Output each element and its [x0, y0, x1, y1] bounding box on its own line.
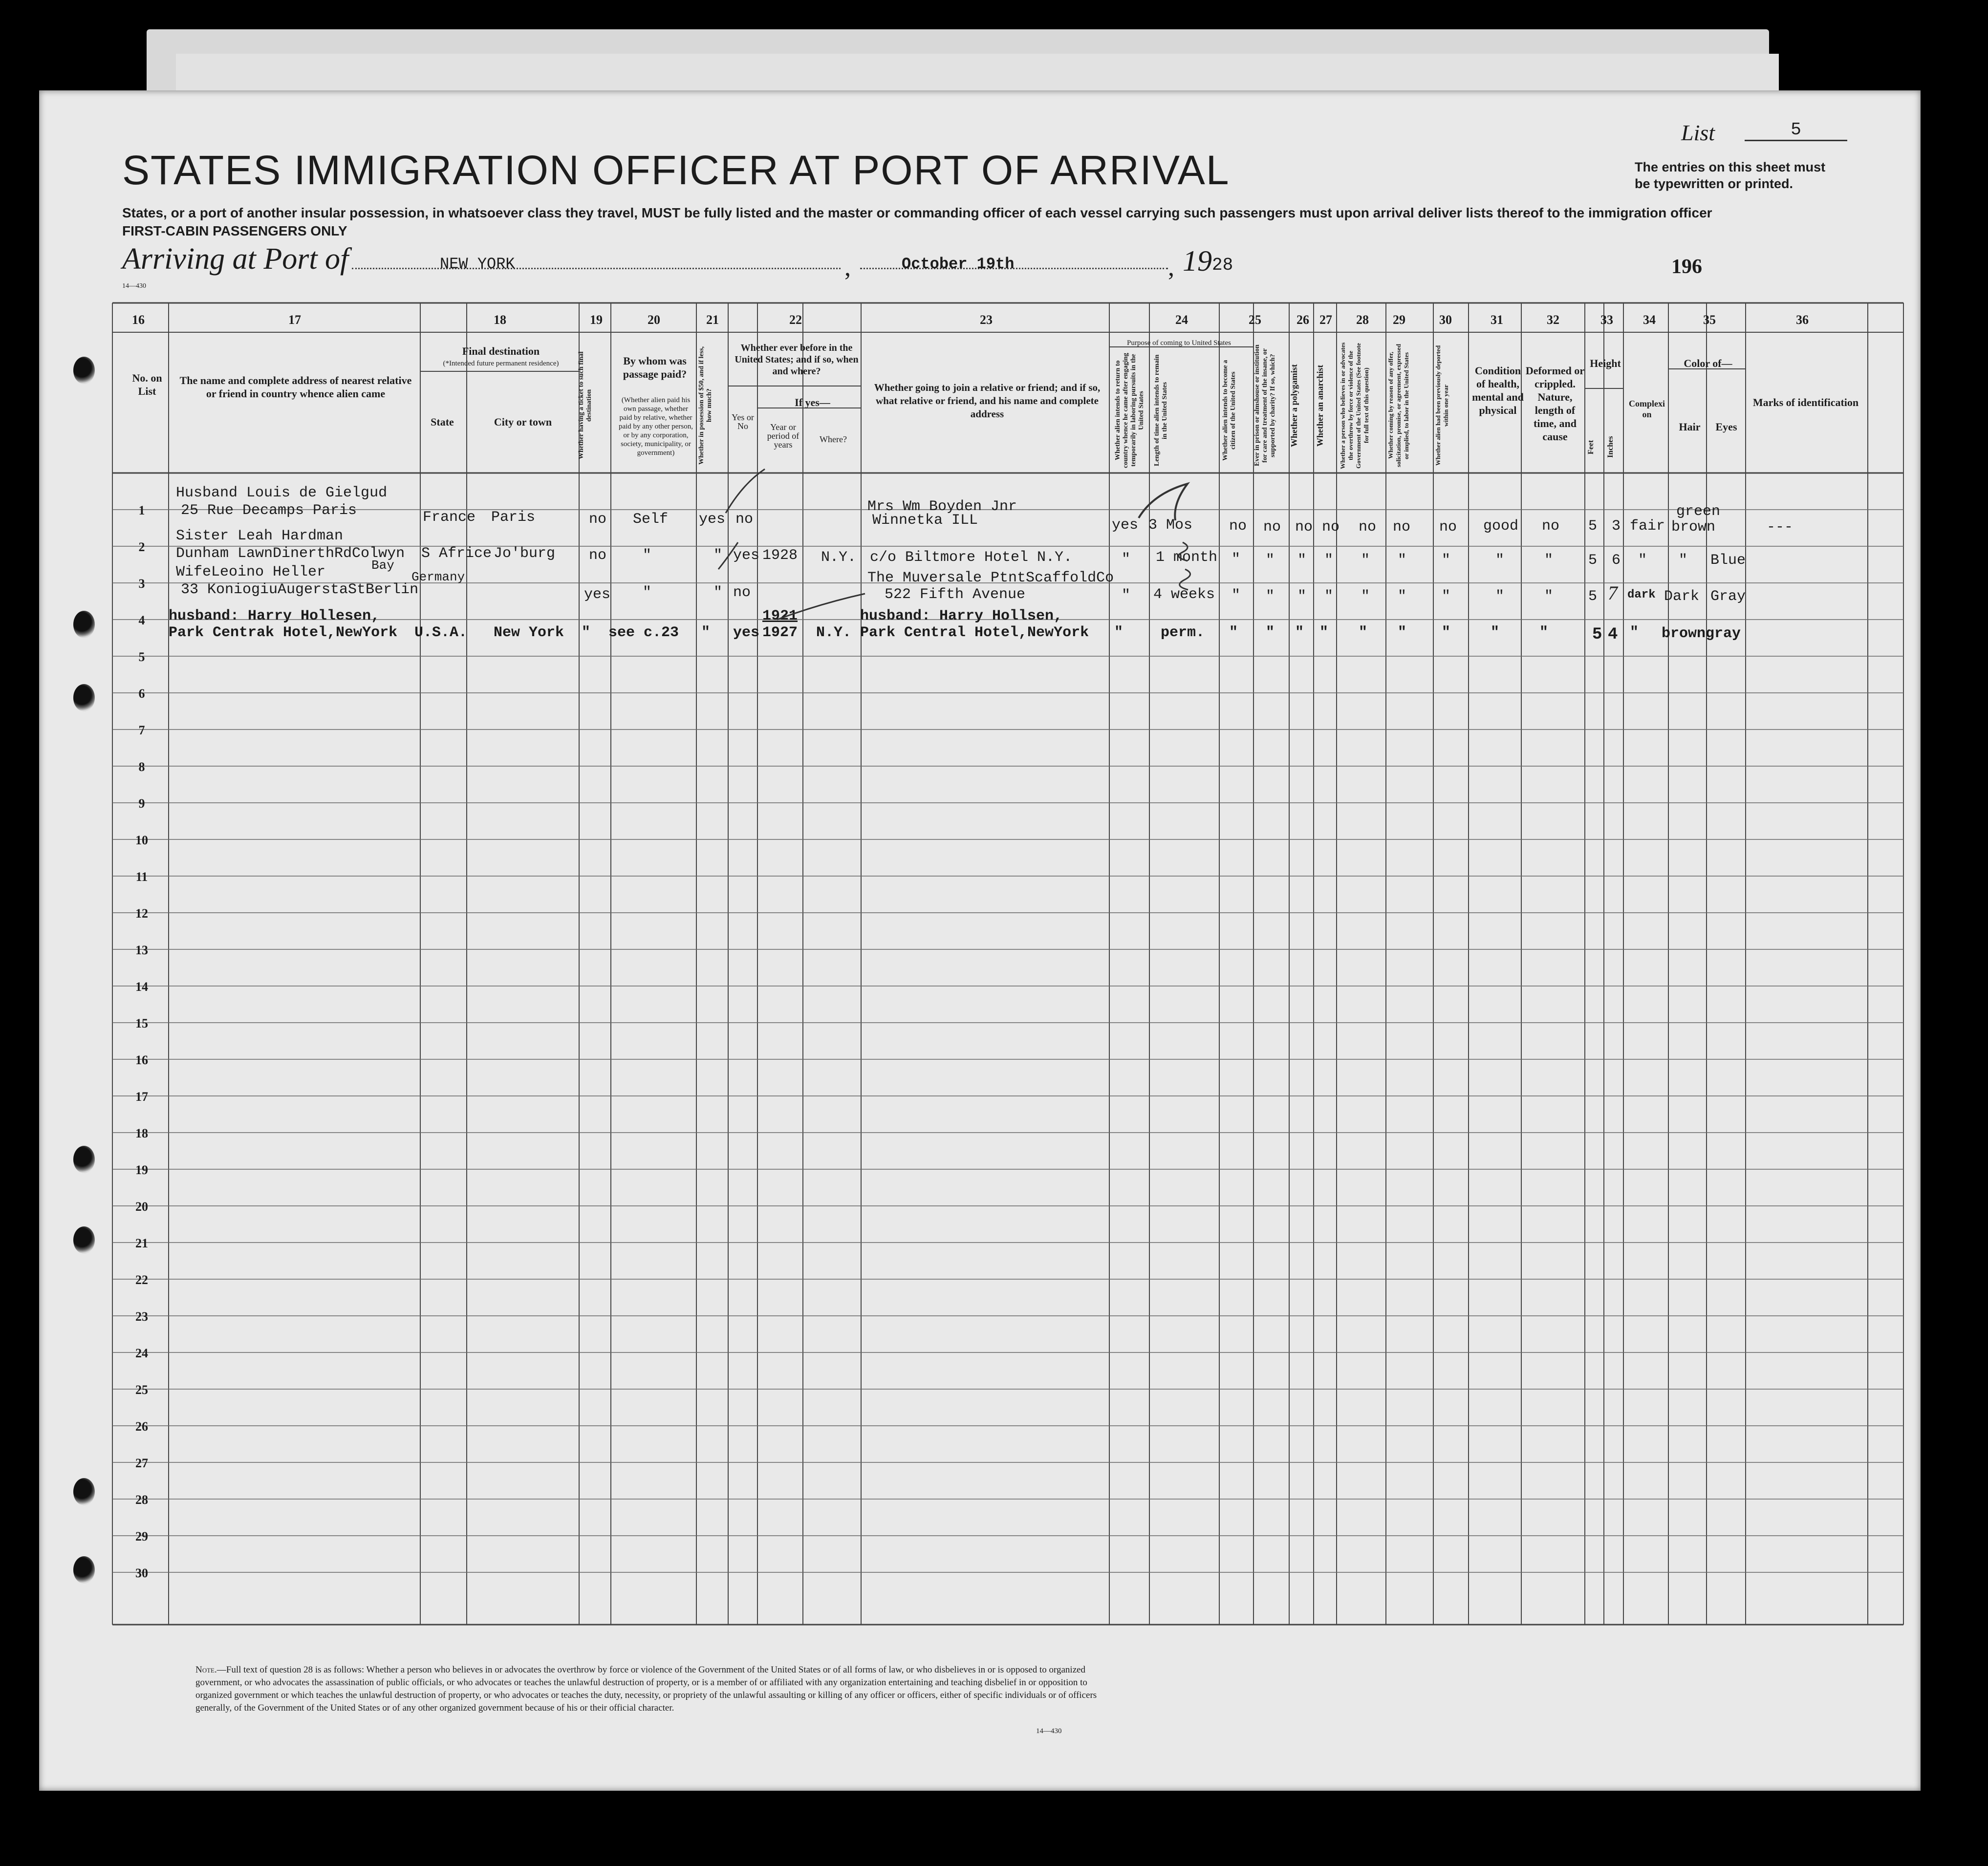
cell-eyes: gray: [1706, 625, 1741, 642]
cell-before: no: [735, 511, 754, 528]
row-number: 6: [138, 686, 145, 701]
cell-relative: WifeLeoino Heller: [176, 564, 326, 580]
header-coming-offer: Whether coming by reason of any offer, solicitation, promise, or agreement, expressed or implied, to labor in the United States: [1387, 343, 1410, 468]
header-hair: Hair: [1679, 421, 1701, 433]
row-number: 23: [135, 1309, 148, 1324]
cell-before: yes: [733, 547, 760, 564]
row-number: 5: [138, 650, 145, 664]
row-number: 24: [135, 1346, 148, 1360]
cell-purpose-b: 1 month: [1156, 549, 1218, 566]
cell-coming-offer: ": [1398, 624, 1407, 641]
cell-relative: Sister Leah Hardman: [176, 528, 344, 544]
cell-ticket: no: [589, 547, 607, 564]
cell-where: N.Y.: [821, 549, 857, 566]
year-prefix: 19: [1183, 245, 1212, 277]
column-number: 34: [1643, 313, 1656, 327]
cell-state: U.S.A.: [414, 624, 468, 641]
header-year-period: Year or period of years: [767, 422, 800, 450]
cell-money: ": [713, 584, 723, 601]
row-number: 27: [135, 1456, 148, 1470]
header-deformed: Deformed or crippled. Nature, length of time, and cause: [1525, 365, 1585, 443]
class-line: FIRST-CABIN PASSENGERS ONLY: [122, 223, 347, 238]
header-if-yes: If yes—: [795, 396, 830, 408]
cell-joining: The Muversale PtntScaffoldCo: [867, 570, 1114, 586]
cell-feet: 5: [1588, 552, 1598, 569]
header-deported: Whether alien had been previously deported within one year: [1434, 345, 1449, 466]
cell-deported: ": [1442, 552, 1451, 569]
header-color-of: Color of—: [1684, 357, 1732, 369]
comma: ,: [844, 254, 851, 281]
cell-year: 1927: [762, 624, 798, 641]
cell-ticket: yes: [584, 586, 611, 603]
cell-year: 1928: [762, 547, 798, 564]
cell-passage: see c.23: [608, 624, 679, 641]
header-possession-50: Whether in possession of $50, and if less, how much?: [698, 346, 713, 465]
column-number: 24: [1175, 313, 1188, 327]
cell-prison: no: [1263, 519, 1281, 536]
cell-state: S Africe: [421, 545, 492, 562]
cell-marks: ---: [1767, 519, 1794, 536]
cell-anarchist: no: [1322, 519, 1340, 536]
column-number: 29: [1393, 313, 1405, 327]
cell-health: good: [1483, 518, 1519, 535]
cell-inches: 4: [1608, 625, 1618, 644]
row-number: 18: [135, 1126, 148, 1140]
cell-state: Germany: [411, 570, 465, 584]
header-ticket: Whether having a ticket to such final destination: [578, 351, 593, 460]
cell-overthrow: ": [1359, 624, 1368, 641]
row-number: 14: [135, 980, 148, 994]
cell-deformed: ": [1544, 552, 1554, 569]
cell-polygamist: no: [1295, 519, 1313, 536]
column-number: 20: [648, 313, 660, 327]
cell-hair: Dark: [1664, 588, 1700, 605]
cell-purpose-b: perm.: [1161, 624, 1205, 641]
column-number: 28: [1356, 313, 1369, 327]
cell-polygamist: ": [1297, 552, 1307, 569]
footnote: [195, 1664, 1124, 1715]
cell-purpose-c: ": [1232, 551, 1241, 568]
header-relative: The name and complete address of nearest relative or friend in country whence alien came: [179, 374, 412, 400]
cell-money: ": [713, 547, 723, 564]
comma: ,: [1168, 254, 1174, 281]
cell-health: ": [1495, 588, 1505, 605]
cell-inches: 6: [1612, 552, 1621, 569]
header-height: Height: [1590, 357, 1621, 369]
header-purpose-b: Length of time alien intends to remain in the United States: [1153, 354, 1168, 467]
column-number: 31: [1491, 313, 1503, 327]
cell-coming-offer: ": [1398, 588, 1407, 605]
cell-money: yes: [699, 511, 726, 528]
cell-ticket: ": [582, 624, 591, 641]
column-number: 32: [1547, 313, 1559, 327]
column-number: 21: [706, 313, 719, 327]
cell-joining: Winnetka ILL: [872, 512, 978, 529]
cell-coming-offer: no: [1393, 519, 1411, 536]
cell-complexion: fair: [1630, 518, 1665, 535]
cell-city: Paris: [491, 509, 536, 526]
cell-health: ": [1491, 624, 1500, 641]
header-final-destination-sub: (*Intended future permanent residence): [443, 360, 559, 367]
row-number: 25: [135, 1383, 148, 1397]
cell-hair: ": [1679, 552, 1688, 569]
header-feet: Feet: [1587, 440, 1595, 454]
date-value: October 19th: [902, 255, 1015, 273]
cell-feet: 5: [1588, 588, 1598, 605]
header-health: Condition of health, mental and physical: [1472, 365, 1524, 416]
cell-relative: Dunham LawnDinerthRdColwyn: [176, 545, 405, 562]
cell-anarchist: ": [1319, 624, 1329, 641]
column-number: 25: [1249, 313, 1261, 327]
cell-eyes: green: [1676, 503, 1721, 520]
column-number: 16: [132, 313, 145, 327]
header-joining: Whether going to join a relative or friend; and if so, what relative or friend, and his name and complete address: [874, 382, 1101, 420]
cell-polygamist: ": [1295, 624, 1304, 641]
header-city: City or town: [494, 416, 552, 428]
cell-deported: ": [1442, 624, 1451, 641]
column-number: 18: [494, 313, 506, 327]
cell-before: yes: [733, 624, 760, 641]
cell-complexion: dark: [1627, 588, 1656, 601]
row-number: 11: [135, 870, 148, 884]
column-number: 26: [1297, 313, 1309, 327]
footnote-text: —Full text of question 28 is as follows: Whether a person who believes in or advocates the overthrow by force or violence of the Government of the United States or of all forms of law, or who disbelieves in or is opposed to organized government, or who advocates the assassination of public officials, or who advocates or teaches the unlawful destruction of property, or is a member of or affiliated with any organization entertaining and teaching disbelief in or opposition to organized government or which teaches the unlawful destruction of property, or who advocates or teaches the duty, necessity, or propriety of the unlawful assaulting or killing of any officer or officers, either of specific individuals or of officers generally, of the Government of the United States or of any other organized government because of his or their official character.: [195, 1665, 1097, 1713]
cell-deformed: ": [1544, 588, 1554, 605]
row-number: 8: [138, 760, 145, 774]
row-number: 19: [135, 1163, 148, 1177]
cell-joining: c/o Biltmore Hotel N.Y.: [870, 549, 1073, 566]
cell-overthrow: ": [1361, 588, 1370, 605]
cell-purpose-c: no: [1229, 518, 1247, 535]
footnote-lead: Note.: [195, 1665, 217, 1675]
list-number: 5: [1745, 120, 1847, 141]
row-number: 20: [135, 1200, 148, 1214]
row-number: 28: [135, 1493, 148, 1507]
cell-prison: ": [1266, 624, 1275, 641]
header-purpose-c: Whether alien intends to become a citizen of the United States: [1222, 360, 1237, 461]
footnote-code: 14—430: [1036, 1727, 1062, 1735]
header-overthrow: Whether a person who believes in or advocates the overthrow by force or violence of the Government of the United States (See footnote for full text of this question): [1339, 342, 1370, 469]
cell-inches: 3: [1612, 518, 1621, 535]
cell-polygamist: ": [1297, 588, 1307, 605]
cell-hair: brown: [1671, 519, 1716, 536]
page-title: STATES IMMIGRATION OFFICER AT PORT OF ARRIVAL: [122, 147, 1230, 193]
row-number: 15: [135, 1016, 148, 1030]
header-purpose-a: Whether alien intends to return to country whence he came after engaging temporarily in laboring pursuits in the United States: [1114, 353, 1145, 468]
cell-relative: 25 Rue Decamps Paris: [181, 502, 357, 519]
column-number: 22: [789, 313, 802, 327]
row-number: 4: [138, 613, 145, 627]
cell-purpose-a: yes: [1112, 517, 1139, 534]
cell-where: N.Y.: [816, 624, 852, 641]
cell-before: no: [733, 584, 751, 601]
header-complexion: Complexion: [1629, 399, 1665, 419]
cell-complexion: ": [1638, 552, 1647, 569]
row-number: 29: [135, 1529, 148, 1544]
cell-inches: 7: [1608, 582, 1618, 604]
cell-feet: 5: [1588, 518, 1598, 535]
row-number: 26: [135, 1419, 148, 1434]
column-number: 23: [980, 313, 993, 327]
column-number: 33: [1600, 313, 1613, 327]
row-number: 12: [135, 906, 148, 921]
header-yes-no: Yes or No: [732, 412, 754, 431]
header-state: State: [431, 416, 454, 428]
cell-purpose-a: ": [1122, 587, 1131, 604]
column-number: 35: [1703, 313, 1716, 327]
cell-relative: husband: Harry Hollesen,: [169, 608, 380, 624]
column-number: 30: [1439, 313, 1452, 327]
list-label: List: [1681, 120, 1715, 145]
cell-prison: ": [1266, 588, 1275, 605]
cell-overthrow: no: [1359, 519, 1377, 536]
column-number: 17: [288, 313, 301, 327]
row-number: 10: [135, 833, 148, 847]
cell-anarchist: ": [1324, 552, 1334, 569]
header-final-destination: Final destination: [462, 345, 540, 357]
header-anarchist: Whether an anarchist: [1315, 365, 1325, 447]
cell-joining: husband: Harry Hollsen,: [860, 608, 1063, 624]
cell-relative: 33 KoniogiuAugerstaStBerlin: [181, 581, 419, 598]
typewritten-note: The entries on this sheet must be typewritten or printed.: [1635, 160, 1826, 191]
cell-joining: Park Central Hotel,NewYork: [860, 624, 1089, 641]
header-passage-paid-sub: (Whether alien paid his own passage, whether paid by relative, whether paid by any other person, or by any corporation, society, municipality, or government): [618, 396, 693, 457]
row-number: 13: [135, 943, 148, 957]
cell-eyes: Gray: [1710, 588, 1746, 605]
header-marks: Marks of identification: [1752, 396, 1859, 408]
cell-year: 1921: [762, 608, 798, 624]
cell-purpose-a: ": [1122, 551, 1131, 568]
row-number: 22: [135, 1273, 148, 1287]
cell-complexion: ": [1630, 624, 1639, 641]
cell-deformed: no: [1542, 518, 1560, 535]
cell-joining: 522 Fifth Avenue: [885, 586, 1026, 603]
cell-hair: brown: [1662, 625, 1706, 642]
column-number: 19: [590, 313, 603, 327]
cell-ticket: no: [589, 511, 607, 528]
cell-prison: ": [1266, 552, 1275, 569]
column-number: 27: [1319, 313, 1332, 327]
header-prison: Ever in prison or almshouse or institution for care and treatment of the insane, or supported by charity? If so, which?: [1253, 344, 1276, 467]
column-number: 36: [1796, 313, 1809, 327]
header-no-on-list: No. on List: [132, 372, 162, 397]
cell-purpose-b: 3 Mos: [1148, 517, 1193, 534]
cell-purpose-c: ": [1232, 587, 1241, 604]
header-polygamist: Whether a polygamist: [1289, 364, 1299, 447]
cell-feet: 5: [1592, 625, 1602, 644]
cell-passage: ": [643, 584, 652, 601]
cell-passage: Self: [633, 511, 669, 528]
header-before-in-us: Whether ever before in the United States; and if so, when and where?: [735, 343, 859, 377]
header-purpose: Purpose of coming to United States: [1127, 339, 1231, 347]
instruction-text: States, or a port of another insular possession, in whatsoever class they travel, MUST be fully listed and the master or commanding officer of each vessel carrying such passengers must upon arrival deliver lists thereof to the immigration officer: [122, 205, 1712, 220]
cell-joining: Mrs Wm Boyden Jnr: [867, 498, 1017, 515]
cell-relative: Park Centrak Hotel,NewYork: [169, 624, 398, 641]
cell-deformed: ": [1539, 624, 1549, 641]
port-value: NEW YORK: [440, 255, 515, 273]
cell-relative: Bay: [371, 558, 394, 573]
cell-deported: no: [1439, 519, 1457, 536]
page-number: 196: [1671, 256, 1702, 278]
form-code: 14—430: [122, 282, 146, 290]
cell-purpose-c: ": [1229, 624, 1238, 641]
year-suffix: 28: [1212, 255, 1233, 275]
row-number: 1: [138, 503, 145, 517]
cell-overthrow: ": [1361, 552, 1370, 569]
row-number: 7: [138, 723, 145, 737]
row-number: 3: [138, 577, 145, 591]
cell-passage: ": [643, 547, 652, 564]
row-number: 30: [135, 1566, 148, 1580]
cell-purpose-a: ": [1114, 624, 1124, 641]
cell-relative: Husband Louis de Gielgud: [176, 485, 388, 501]
cell-deported: ": [1442, 588, 1451, 605]
cell-eyes: Blue: [1710, 552, 1746, 569]
row-number: 17: [135, 1090, 148, 1104]
arriving-label: Arriving at Port of: [122, 242, 349, 276]
cell-health: ": [1495, 552, 1505, 569]
row-number: 21: [135, 1236, 148, 1250]
cell-city: Jo'burg: [494, 545, 556, 562]
row-number: 2: [138, 540, 145, 554]
header-inches: Inches: [1606, 436, 1615, 458]
cell-state: France: [423, 509, 476, 526]
cell-coming-offer: ": [1398, 552, 1407, 569]
cell-money: ": [701, 624, 711, 641]
row-number: 16: [135, 1053, 148, 1067]
cell-purpose-b: 4 weeks: [1153, 586, 1215, 603]
header-passage-paid: By whom was passage paid?: [623, 355, 687, 380]
cell-anarchist: ": [1324, 588, 1334, 605]
cell-city: New York: [494, 624, 564, 641]
header-eyes: Eyes: [1715, 421, 1737, 433]
row-number: 9: [138, 796, 145, 811]
header-where: Where?: [820, 434, 847, 444]
